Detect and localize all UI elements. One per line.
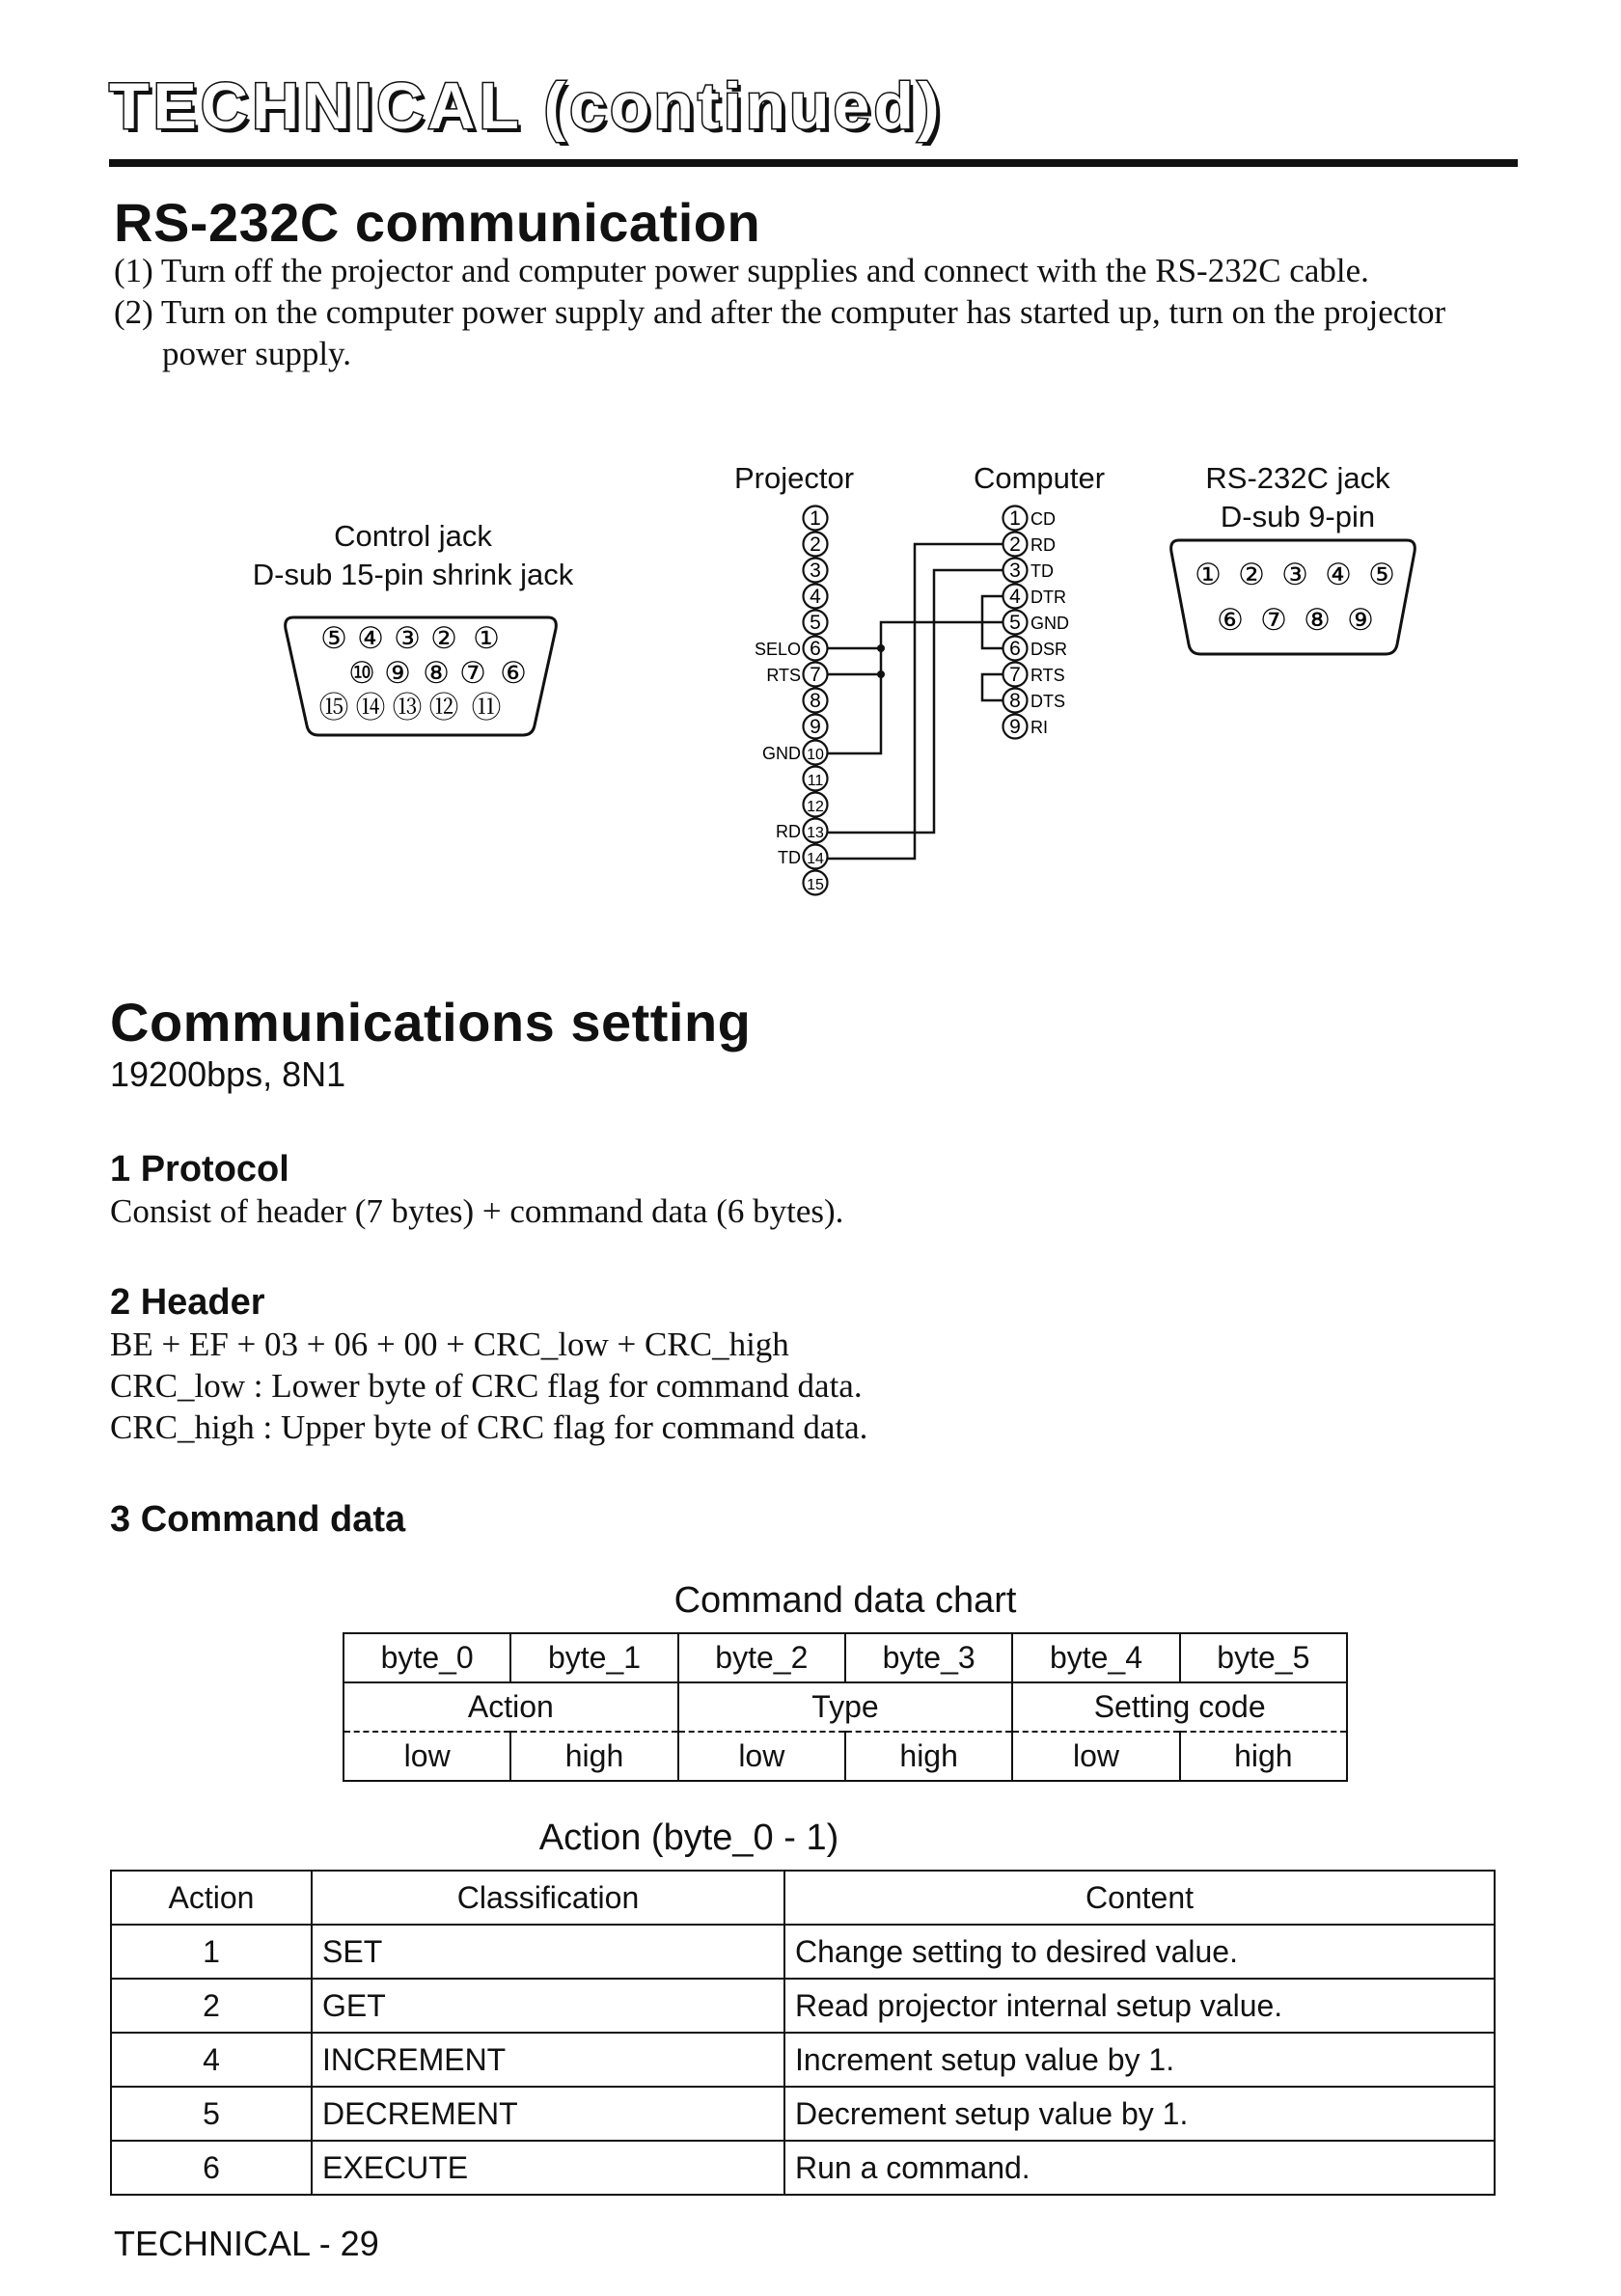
page-footer: TECHNICAL - 29 (114, 2224, 379, 2263)
projector-pin-number: 6 (810, 638, 821, 660)
cell-action: 4 (111, 2033, 312, 2087)
vga-pin: ⑬ (392, 691, 423, 724)
wiring-diagram (0, 0, 1621, 926)
action-table-caption (110, 1819, 1496, 1856)
wiring-lines (828, 544, 1003, 859)
control-jack-label: Control jack (334, 519, 492, 553)
vga-pin: ⑩ (348, 656, 375, 690)
computer-label: Computer (973, 461, 1106, 495)
junction-dot-rts (877, 670, 885, 678)
header-line-1: BE + EF + 03 + 06 + 00 + CRC_low + CRC_high (110, 1326, 789, 1363)
command-heading: 3 Command data (110, 1499, 406, 1540)
cell-action: 1 (111, 1925, 312, 1979)
rs232-step-2-line-2: power supply. (162, 335, 352, 372)
projector-pin-number: 4 (810, 586, 821, 608)
sub-cell: high (1180, 1732, 1347, 1781)
byte-cell: byte_4 (1012, 1633, 1179, 1682)
projector-pins (755, 506, 828, 895)
computer-pin-label: RD (1030, 535, 1056, 555)
action-table-caption-text: Action (byte_0 - 1) (538, 1818, 839, 1858)
computer-pin-label: GND (1030, 614, 1069, 633)
db9-pin: ⑨ (1347, 603, 1374, 637)
cell-content: Increment setup value by 1. (784, 2033, 1495, 2087)
command-data-chart (343, 1632, 1348, 1782)
table-header-row (111, 1871, 1495, 1925)
cell-action: 2 (111, 1979, 312, 2033)
action-table (110, 1870, 1496, 2196)
sub-cell: low (343, 1732, 510, 1781)
db9-pin: ⑤ (1368, 558, 1395, 591)
cell-content: Run a command. (784, 2141, 1495, 2195)
vga-pin: ⑪ (471, 691, 502, 724)
command-chart-caption: Command data chart (673, 1580, 1017, 1621)
projector-pin-number: 10 (807, 747, 824, 763)
computer-pin-label: DTR (1030, 588, 1066, 607)
header-action: Action (111, 1871, 312, 1925)
computer-pin-number: 6 (1009, 638, 1021, 660)
vga-pins-row-2 (348, 656, 527, 690)
computer-pin-label: DTS (1030, 692, 1065, 711)
vga-pin: ② (430, 621, 457, 655)
projector-pin-label: TD (778, 848, 801, 867)
byte-cell: byte_0 (343, 1633, 510, 1682)
vga-pin: ⑨ (384, 656, 411, 690)
vga-pin: ⑭ (355, 691, 386, 724)
projector-pin-number: 12 (807, 799, 824, 815)
computer-pin-number: 7 (1009, 664, 1021, 686)
rs232-jack-type-label: D-sub 9-pin (1220, 500, 1376, 533)
vga-pin: ⑦ (459, 656, 486, 690)
byte-cell: byte_5 (1180, 1633, 1347, 1682)
db9-pin: ② (1238, 558, 1265, 591)
group-cell-type: Type (678, 1682, 1013, 1732)
byte-cell: byte_2 (678, 1633, 845, 1682)
protocol-text: Consist of header (7 bytes) + command data (6 bytes). (110, 1192, 844, 1230)
protocol-heading: 1 Protocol (110, 1149, 289, 1189)
projector-pin-label: RD (776, 822, 801, 841)
projector-pin-number: 13 (807, 825, 824, 841)
computer-pin-label: CD (1030, 509, 1056, 529)
sub-cell: low (1012, 1732, 1179, 1781)
projector-pin-number: 1 (810, 507, 821, 530)
table-row (111, 2033, 1495, 2087)
page-title: TECHNICAL (continued) (109, 69, 944, 143)
wire-proj-td-to-comp-rd (828, 544, 1003, 859)
projector-label: Projector (733, 461, 855, 495)
computer-pin-number: 3 (1009, 560, 1021, 582)
cell-classification: SET (312, 1925, 784, 1979)
cell-classification: GET (312, 1979, 784, 2033)
table-row (111, 1925, 1495, 1979)
rs232-heading: RS-232C communication (114, 192, 761, 253)
vga-pin: ⑫ (428, 691, 459, 724)
vga-pin: ④ (357, 621, 384, 655)
vga-pin: ⑧ (423, 656, 450, 690)
groups-row (343, 1682, 1347, 1732)
projector-pin-number: 2 (810, 533, 821, 556)
projector-pin-label: GND (762, 744, 801, 763)
table-row (111, 2141, 1495, 2195)
vga-pin: ⑤ (320, 621, 347, 655)
comm-heading: Communications setting (110, 992, 752, 1052)
cell-content: Decrement setup value by 1. (784, 2087, 1495, 2141)
vga-pin: ⑮ (318, 691, 349, 724)
projector-pin-number: 7 (810, 664, 821, 686)
bytes-row (343, 1633, 1347, 1682)
sub-cell: high (845, 1732, 1012, 1781)
computer-pin-number: 9 (1009, 716, 1021, 738)
db9-pins-row-1 (1195, 558, 1395, 591)
header-line-2: CRC_low : Lower byte of CRC flag for command data. (110, 1367, 863, 1405)
byte-cell: byte_3 (845, 1633, 1012, 1682)
db9-pin: ③ (1281, 558, 1308, 591)
cell-content: Change setting to desired value. (784, 1925, 1495, 1979)
comm-baud: 19200bps, 8N1 (110, 1054, 346, 1094)
table-row (111, 2087, 1495, 2141)
projector-pin-number: 9 (810, 716, 821, 738)
projector-pin-number: 8 (810, 690, 821, 712)
projector-pin-label: SELO (754, 640, 801, 659)
db9-pin: ⑥ (1217, 603, 1244, 637)
header-classification: Classification (312, 1871, 784, 1925)
db9-pin: ④ (1325, 558, 1352, 591)
vga-pin: ⑥ (500, 656, 527, 690)
vga-pins-row-1 (320, 621, 500, 655)
byte-cell: byte_1 (510, 1633, 677, 1682)
computer-pin-label: RTS (1030, 666, 1065, 685)
vga-pin: ③ (394, 621, 421, 655)
computer-pin-label: DSR (1030, 640, 1068, 659)
projector-pin-label: RTS (766, 666, 801, 685)
rs232-jack-label: RS-232C jack (1205, 461, 1390, 495)
sub-cell: high (510, 1732, 677, 1781)
header-heading: 2 Header (110, 1282, 265, 1323)
cell-action: 6 (111, 2141, 312, 2195)
sub-row (343, 1732, 1347, 1781)
cell-action: 5 (111, 2087, 312, 2141)
computer-pin-number: 2 (1009, 533, 1021, 556)
vga-pin: ① (473, 621, 500, 655)
rs232-step-1: (1) Turn off the projector and computer power supplies and connect with the RS-232C cable. (114, 252, 1369, 289)
computer-pin-number: 5 (1009, 612, 1021, 634)
projector-pin-number: 3 (810, 560, 821, 582)
cell-classification: EXECUTE (312, 2141, 784, 2195)
control-jack-type-label: D-sub 15-pin shrink jack (252, 558, 574, 591)
projector-pin-number: 11 (807, 773, 824, 789)
group-cell-setting-code: Setting code (1012, 1682, 1347, 1732)
computer-pin-number: 8 (1009, 690, 1021, 712)
computer-pin-label: TD (1030, 561, 1054, 581)
header-line-3: CRC_high : Upper byte of CRC flag for command data. (110, 1408, 868, 1446)
cell-content: Read projector internal setup value. (784, 1979, 1495, 2033)
junction-dot-selo (877, 644, 885, 652)
cell-classification: DECREMENT (312, 2087, 784, 2141)
projector-pin-number: 15 (807, 877, 824, 893)
projector-pin-number: 14 (807, 851, 824, 867)
header-content: Content (784, 1871, 1495, 1925)
projector-pin-number: 5 (810, 612, 821, 634)
wire-comp-rts-dts (982, 674, 1003, 700)
db9-pin: ① (1195, 558, 1222, 591)
vga-pins-row-3 (319, 691, 502, 724)
computer-pin-number: 4 (1009, 586, 1021, 608)
computer-pin-label: RI (1030, 718, 1048, 737)
db9-pins-row-2 (1217, 603, 1374, 637)
db9-pin: ⑦ (1260, 603, 1287, 637)
computer-pins (1003, 506, 1070, 739)
group-cell-action: Action (343, 1682, 678, 1732)
cell-classification: INCREMENT (312, 2033, 784, 2087)
rs232-step-2-line-1: (2) Turn on the computer power supply and after the computer has started up, turn on the projector (114, 293, 1446, 331)
computer-pin-number: 1 (1009, 507, 1021, 530)
table-row (111, 1979, 1495, 2033)
sub-cell: low (678, 1732, 845, 1781)
db9-pin: ⑧ (1304, 603, 1331, 637)
